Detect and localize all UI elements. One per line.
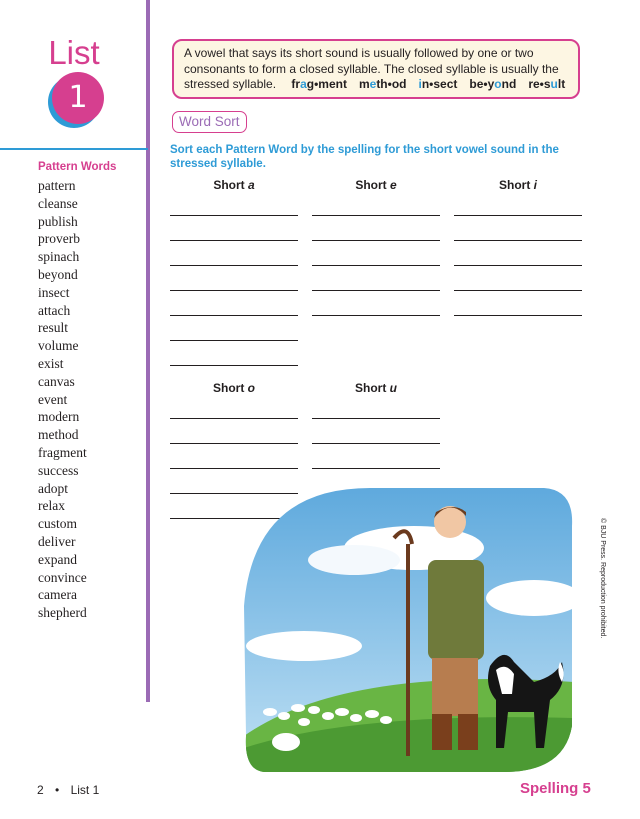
sidebar-divider xyxy=(146,0,150,702)
pattern-word: shepherd xyxy=(38,605,87,621)
answer-blank[interactable] xyxy=(312,265,440,266)
instructions: Sort each Pattern Word by the spelling for the short vowel sound in the stressed syllable. xyxy=(170,144,559,170)
pattern-word: spinach xyxy=(38,249,80,265)
pattern-word: custom xyxy=(38,516,77,532)
column-heading-letter: e xyxy=(390,178,397,192)
footer-bullet: • xyxy=(55,783,60,797)
answer-blank[interactable] xyxy=(170,365,298,366)
column-heading xyxy=(170,381,298,395)
column-heading-letter: a xyxy=(248,178,255,192)
pattern-word: method xyxy=(38,427,79,443)
example-word-end: nd xyxy=(501,77,517,91)
pattern-word: cleanse xyxy=(38,195,78,211)
answer-blank[interactable] xyxy=(170,290,298,291)
example-word-start: be•y xyxy=(469,77,495,91)
list-number: 1 xyxy=(68,80,88,115)
answer-blank[interactable] xyxy=(454,290,582,291)
answer-blank[interactable] xyxy=(454,265,582,266)
list-title: List xyxy=(48,34,100,71)
pattern-word: canvas xyxy=(38,373,75,389)
rule-box xyxy=(172,39,580,99)
answer-blank[interactable] xyxy=(170,315,298,316)
answer-blank[interactable] xyxy=(170,265,298,266)
example-word-end: g•ment xyxy=(306,77,347,91)
example-word-start: re•s xyxy=(528,77,551,91)
pattern-word: publish xyxy=(38,213,78,229)
pattern-word: attach xyxy=(38,302,71,318)
shepherd xyxy=(428,560,484,660)
pattern-word: exist xyxy=(38,355,64,371)
pattern-word: convince xyxy=(38,569,87,585)
cloud xyxy=(246,631,362,661)
example-word-end: lt xyxy=(557,77,566,91)
example-vowel: e xyxy=(369,77,377,91)
column-heading-prefix: Short xyxy=(212,381,245,395)
pattern-word: success xyxy=(38,462,79,478)
footer-page-info xyxy=(37,783,99,797)
sidebar-rule xyxy=(0,148,148,150)
column-heading xyxy=(454,178,582,192)
pattern-word: pattern xyxy=(38,178,76,193)
example-word xyxy=(359,77,407,91)
pattern-word: event xyxy=(38,391,68,407)
answer-blank[interactable] xyxy=(170,418,298,419)
rule-text: A vowel that says its short sound is usually followed by one or two consonants to form a closed syllable. The closed syllable is usually the stressed syllable. xyxy=(184,46,559,91)
answer-blank[interactable] xyxy=(312,215,440,216)
answer-blank[interactable] xyxy=(170,340,298,341)
column-heading-prefix: Short xyxy=(213,178,245,192)
example-word-start: m xyxy=(358,77,370,91)
answer-blank[interactable] xyxy=(170,443,298,444)
answer-blank[interactable] xyxy=(312,240,440,241)
pattern-word: volume xyxy=(38,338,79,354)
answer-blank[interactable] xyxy=(312,468,440,469)
column-heading-letter: i xyxy=(533,178,538,192)
example-word xyxy=(528,77,565,91)
example-vowel: o xyxy=(494,77,502,91)
answer-blank[interactable] xyxy=(170,240,298,241)
example-word xyxy=(419,77,458,91)
example-vowel: i xyxy=(418,77,422,91)
pattern-word: camera xyxy=(38,587,77,603)
pattern-words-heading: Pattern Words xyxy=(38,161,117,173)
example-vowel: u xyxy=(550,77,558,91)
answer-blank[interactable] xyxy=(454,240,582,241)
page-number: 2 xyxy=(37,783,44,797)
answer-blank[interactable] xyxy=(454,315,582,316)
shepherd-staff xyxy=(406,544,410,756)
sheep xyxy=(272,733,300,751)
pattern-word: relax xyxy=(38,498,65,514)
example-word xyxy=(291,77,347,91)
pattern-word: result xyxy=(38,320,68,336)
pattern-word: proverb xyxy=(38,231,80,247)
answer-blank[interactable] xyxy=(312,315,440,316)
shepherd-illustration xyxy=(244,486,574,772)
answer-blank[interactable] xyxy=(312,418,440,419)
example-word-start: fr xyxy=(291,77,301,91)
word-sort-label: Word Sort xyxy=(172,111,247,133)
example-words xyxy=(279,77,565,91)
pattern-word: adopt xyxy=(38,480,68,496)
pattern-word: beyond xyxy=(38,266,78,282)
example-word-end: n•sect xyxy=(421,77,458,91)
example-word-end: th•od xyxy=(376,77,407,91)
column-heading xyxy=(312,178,440,192)
book-title: Spelling 5 xyxy=(520,780,591,797)
column-heading-letter: u xyxy=(389,381,398,395)
pattern-word-list xyxy=(38,177,87,622)
footer-list-label: List 1 xyxy=(70,783,100,797)
answer-blank[interactable] xyxy=(312,290,440,291)
column-heading-prefix: Short xyxy=(355,178,387,192)
column-heading-prefix: Short xyxy=(498,178,531,192)
pattern-word: fragment xyxy=(38,444,87,460)
column-heading xyxy=(312,381,440,395)
example-word xyxy=(469,77,516,91)
column-heading-letter: o xyxy=(247,381,256,395)
answer-blank[interactable] xyxy=(170,468,298,469)
answer-blank[interactable] xyxy=(312,443,440,444)
pattern-word: insect xyxy=(38,284,70,300)
column-heading-prefix: Short xyxy=(354,381,387,395)
pattern-word: modern xyxy=(38,409,80,425)
pattern-word: expand xyxy=(38,551,77,567)
answer-blank[interactable] xyxy=(454,215,582,216)
example-vowel: a xyxy=(300,77,307,91)
answer-blank[interactable] xyxy=(170,215,298,216)
copyright-notice: © BJU Press. Reproduction prohibited. xyxy=(599,518,606,639)
column-heading xyxy=(170,178,298,192)
pattern-word: deliver xyxy=(38,533,76,549)
